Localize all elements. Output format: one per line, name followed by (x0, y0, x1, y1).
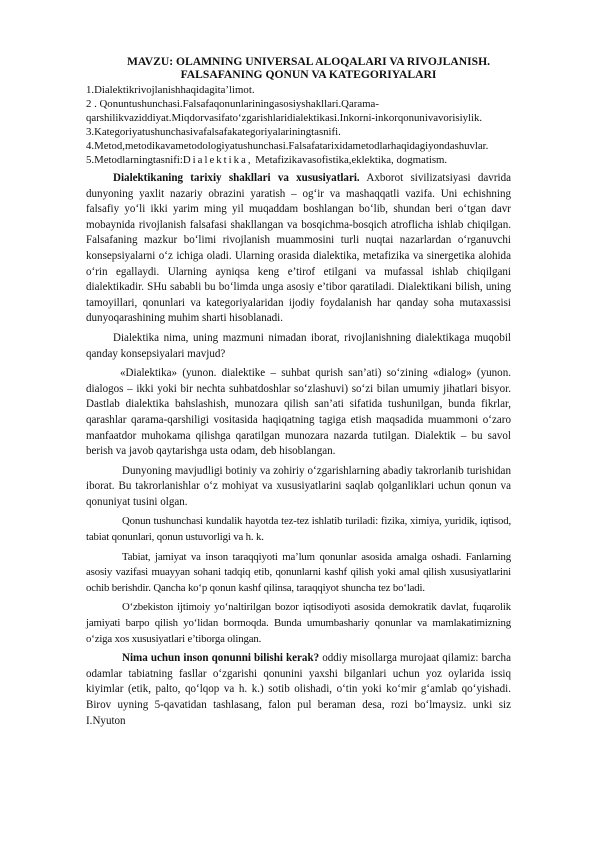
paragraph: «Dialektika» (yunon. dialektike – suhbat qurish san’ati) so‘zining «dialog» (yunon. dialogos – ikki yoki bir nechta suhbatdoshlar so‘zlashuvi) so‘zi bilan umumiy jihatlari bisyor. Dastlab dialektika bahslashish, munozara qilish san’ati sifatida tushunilgan, bunda fikrlar, qarashlar qarama-qarshiligi vositasida haqiqatning tagiga etish maqsadida muammoni o‘zaro manfaatdor muhokama qilishga qaratilgan munozara nazarda tutilgan. Dialektik – bu savol berish va javob qaytarishga usta odam, deb hisoblangan. (86, 367, 511, 458)
paragraph: Qonun tushunchasi kundalik hayotda tez-tez ishlatib turiladi: fizika, ximiya, yuridik, iqtisod, tabiat qonunlari, qonun ustuvorligi va h. k. (86, 515, 511, 544)
paragraph: Tabiat, jamiyat va inson taraqqiyoti ma’lum qonunlar asosida amalga oshadi. Fanlarning asosiy vazifasi muayyan sohani tadqiq etib, qonunlarni kashf qilish yoki amal qilish xususiyatlarini ochib berishdir. Qancha ko‘p qonun kashf qilinsa, taraqqiyot shuncha tez bo‘ladi. (86, 550, 511, 594)
paragraph (86, 651, 511, 729)
plan-item (86, 153, 511, 167)
lecture-plan (86, 83, 511, 167)
title-line-2: FALSAFANING QONUN VA KATEGORIYALARI (180, 68, 437, 81)
plan-item: 2 . Qonuntushunchasi.Falsafaqonunlariningasosiyshakllari.Qarama- (86, 98, 379, 110)
document-title (86, 55, 511, 81)
title-line-1: MAVZU: OLAMNING UNIVERSAL ALOQALARI VA RIVOJLANISH. (126, 55, 491, 68)
plan-item: 3.Kategoriyatushunchasivafalsafakategoriyalariningtasnifi. (86, 126, 341, 138)
plan-item-spaced: Dialektika, (182, 154, 253, 166)
paragraph-heading: Dialektikaning tarixiy shakllari va xususiyatlari. (113, 172, 360, 184)
plan-item: 1.Dialektikrivojlanishhaqidagita’limot. (86, 84, 255, 96)
document-body (86, 55, 511, 729)
paragraph-text: oddiy misollarga murojaat qilamiz: barcha odamlar tabiatning fasllar o‘zgarishi qonunini yaxshi bilganlari uchun yoz oylarida issiq kiyimlar (etik, palto, qo‘lqop va h. k.) sotib olishadi, o‘tin yoki ko‘mir g‘amlab qo‘yishadi. Birov uyning 5-qavatidan tashlasang, falon pul beraman desa, rozi bo‘lmaysiz. unki siz I.Nyuton (86, 652, 511, 727)
plan-item: qarshilikvaziddiyat.Miqdorvasifato‘zgarishlaridialektikasi.Inkorni-inkorqonunivavorisiylik. (86, 112, 483, 124)
paragraph: O‘zbekiston ijtimoiy yo‘naltirilgan bozor iqtisodiyoti asosida demokratik davlat, fuqarolik jamiyati barpo qilish yo‘lidan bormoqda. Bunda umumbashariy qonunlar va mamlakatimizning o‘ziga xos xususiyatlari e’tiborga olingan. (86, 601, 511, 645)
paragraph-heading: Nima uchun inson qonunni bilishi kerak? (122, 652, 320, 665)
plan-item: 4.Metod,metodikavametodologiyatushunchasi.Falsafatarixidametodlarhaqidagiyondashuvlar. (86, 140, 489, 152)
plan-item-prefix: 5.Metodlarningtasnifi: (86, 154, 183, 166)
paragraph (86, 171, 511, 327)
paragraph: Dialektika nima, uning mazmuni nimadan iborat, rivojlanishning dialektikaga muqobil qanday konsepsiyalari mavjud? (86, 331, 511, 360)
paragraph: Dunyoning mavjudligi botiniy va zohiriy o‘zgarishlarning abadiy takrorlanib turishidan iborat. Bu takrorlanishlar o‘z mohiyat va xususiyatlarini saqlab qolganliklari uchun qonun va qonuniyat tusini olgan. (86, 464, 511, 508)
paragraph-text: Axborot sivilizatsiyasi davrida dunyoning yaxlit nazariy obrazini yaratish – og‘ir va mashaqqatli vazifa. Uni echishning falsafiy yo‘li ikki yarim ming yil muqaddam boshlangan bo‘lib, shundan beri o‘tgan davr mobaynida rivojlanish falsafasi shakllangan va bosqichma-bosqich atroflicha ishlab chiqilgan. Falsafaning mazkur bo‘limi rivojlanish muammosini turli nuqtai nazarlardan o‘rganuvchi konsepsiyalarni o‘z ichiga oladi. Ularning orasida dialektika, metafizika va sinergetika alohida o‘rin egallaydi. Ularning ayniqsa keng e’tirof etilgani va mufassal ishlab chiqilgani dialektikadir. SHu sababli bu bo‘limda unga asosiy e’tibor qaratiladi. Dialektikani bilish, uning tamoyillari, qonunlari va kategoriyalaridan ijodiy foydalanish har qanday soha mutaxassisi dunyoqarashining muhim sharti hisoblanadi. (86, 172, 512, 325)
plan-item-rest: Metafizikavasofistika,eklektika, dogmatism. (252, 154, 448, 166)
